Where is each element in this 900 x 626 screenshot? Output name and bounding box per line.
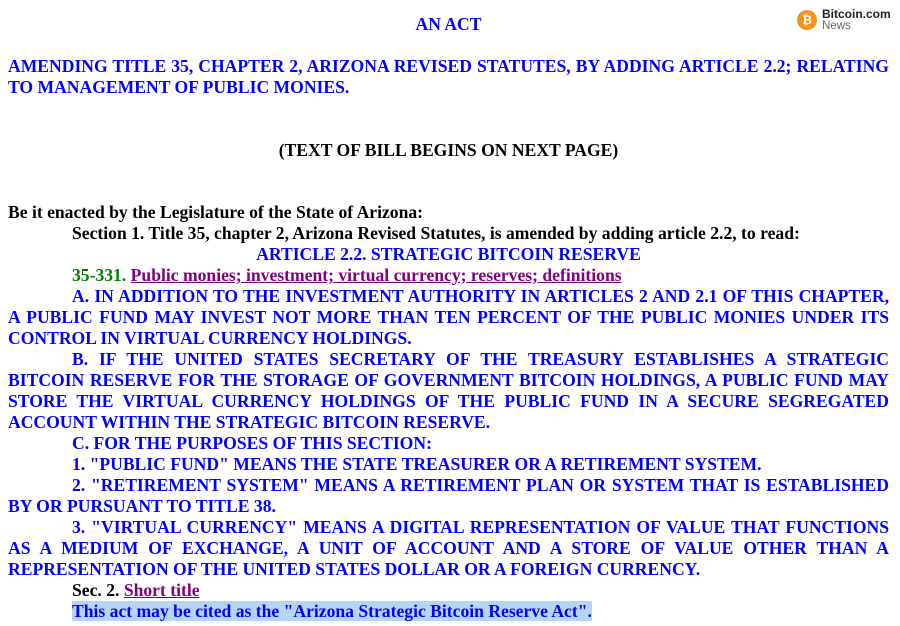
section-2-title: Short title (123, 580, 200, 600)
section-number: 35-331. (72, 265, 127, 285)
enacting-clause: Be it enacted by the Legislature of the State of Arizona: (8, 202, 424, 222)
logo-name: Bitcoin.com (822, 7, 891, 21)
paragraph-b: B. IF THE UNITED STATES SECRETARY OF THE TREASURY ESTABLISHES A STRATEGIC BITCOIN RESERVE FOR THE STORAGE OF GOVERNMENT BITCOIN HOLDINGS, A PUBLIC FUND MAY STORE THE VIRTUAL CURRENCY HOLDINGS OF THE PUBLIC FUND IN A SECURE SEGREGATED ACCOUNT WITHIN THE STRATEGIC BITCOIN RESERVE. (8, 349, 889, 432)
bitcoin-icon: ₿ (797, 10, 817, 30)
section-1-intro: Section 1. Title 35, chapter 2, Arizona Revised Statutes, is amended by adding article 2.2, to read: (72, 223, 800, 243)
section-2-label: Sec. 2. (72, 580, 120, 600)
bill-body (8, 202, 889, 622)
logo-sub: News (822, 20, 851, 32)
section-heading (8, 265, 889, 286)
definition-2: 2. "RETIREMENT SYSTEM" MEANS A RETIREMENT PLAN OR SYSTEM THAT IS ESTABLISHED BY OR PURSUANT TO TITLE 38. (8, 475, 889, 516)
section-2-heading (8, 580, 889, 601)
section-2-body (8, 601, 889, 622)
section-title: Public monies; investment; virtual currency; reserves; definitions (130, 265, 622, 285)
paragraph-c: C. FOR THE PURPOSES OF THIS SECTION: (72, 433, 432, 453)
text-begins-note: (TEXT OF BILL BEGINS ON NEXT PAGE) (278, 140, 619, 160)
short-title-text: This act may be cited as the "Arizona Strategic Bitcoin Reserve Act". (72, 601, 592, 621)
act-title: AN ACT (415, 14, 482, 34)
paragraph-a: A. IN ADDITION TO THE INVESTMENT AUTHORITY IN ARTICLES 2 AND 2.1 OF THIS CHAPTER, A PUBLIC FUND MAY INVEST NOT MORE THAN TEN PERCENT OF THE PUBLIC MONIES UNDER ITS CONTROL IN VIRTUAL CURRENCY HOLDINGS. (8, 286, 889, 348)
definition-3: 3. "VIRTUAL CURRENCY" MEANS A DIGITAL REPRESENTATION OF VALUE THAT FUNCTIONS AS A MEDIUM OF EXCHANGE, A UNIT OF ACCOUNT AND A STORE OF VALUE OTHER THAN A REPRESENTATION OF THE UNITED STATES DOLLAR OR A FOREIGN CURRENCY. (8, 517, 889, 579)
article-heading: ARTICLE 2.2. STRATEGIC BITCOIN RESERVE (256, 244, 641, 264)
definition-1: 1. "PUBLIC FUND" MEANS THE STATE TREASURER OR A RETIREMENT SYSTEM. (72, 454, 762, 474)
amending-clause: AMENDING TITLE 35, CHAPTER 2, ARIZONA REVISED STATUTES, BY ADDING ARTICLE 2.2; RELATING TO MANAGEMENT OF PUBLIC MONIES. (8, 56, 889, 97)
